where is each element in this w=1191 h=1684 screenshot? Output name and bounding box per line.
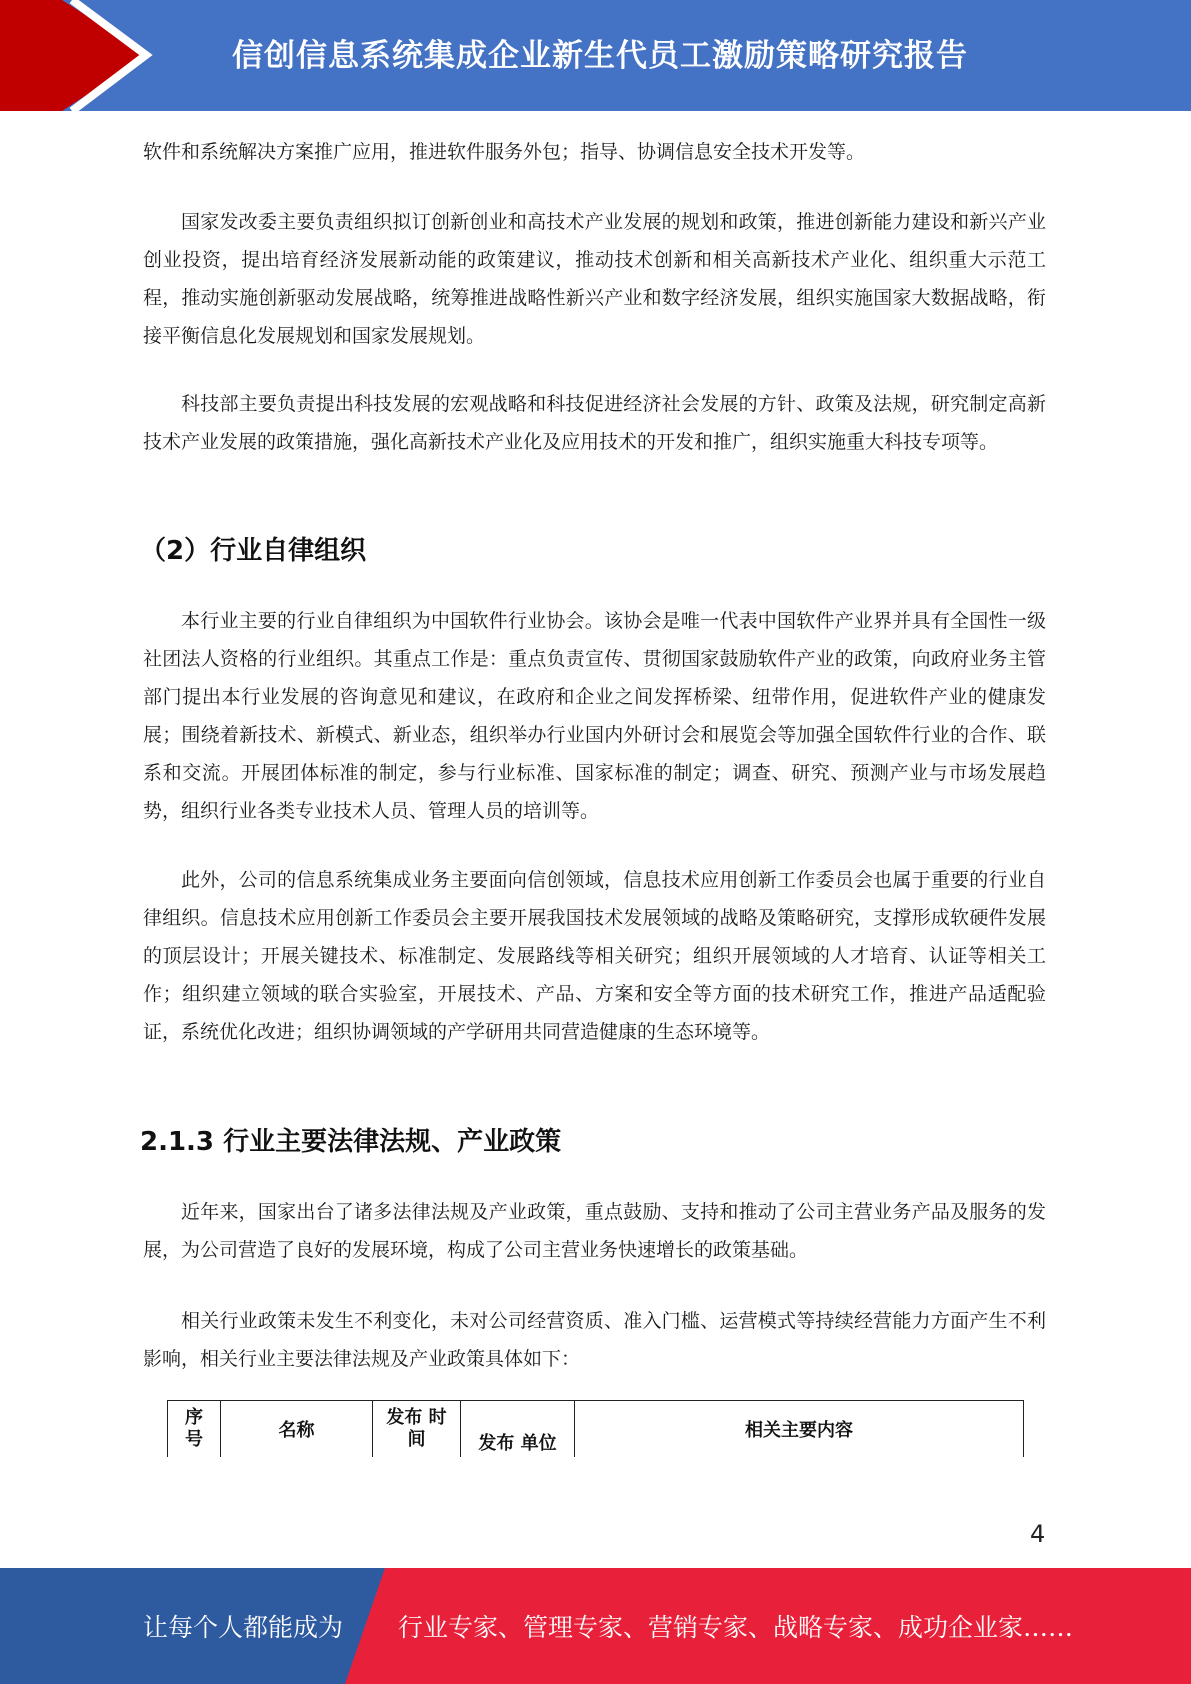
page-footer [0,1568,1191,1684]
col-header-seq [168,1401,221,1458]
paragraph-5 [143,861,1046,1051]
header-title: 信创信息系统集成企业新生代员工激励策略研究报告 [232,38,968,74]
footer-slogan-right: 行业专家、管理专家、营销专家、战略专家、成功企业家…… [398,1613,1074,1642]
paragraph-1 [143,133,1046,171]
col-header-time [373,1401,461,1458]
footer-slogan-left: 让每个人都能成为 [143,1613,344,1642]
paragraph-text: 国家发改委主要负责组织拟订创新创业和高技术产业发展的规划和政策，推进创新能力建设和新兴产业创业投资，提出培育经济发展新动能的政策建议，推动技术创新和相关高新技术产业化、组织重大示范工程，推动实施创新驱动发展战略，统筹推进战略性新兴产业和数字经济发展，组织实施国家大数据战略，衔接平衡信息化发展规划和国家发展规划。 [143,211,1046,347]
paragraph-6 [143,1193,1046,1269]
page-header [0,0,1191,111]
policy-table [167,1400,1024,1457]
col-header-time-line2: 间 [407,1429,426,1450]
col-header-seq-line1: 序 [185,1407,203,1428]
col-header-time-line1: 发布 时 [386,1407,447,1428]
paragraph-text: 相关行业政策未发生不利变化，未对公司经营资质、准入门槛、运营模式等持续经营能力方面产生不利影响，相关行业主要法律法规及产业政策具体如下： [143,1310,1046,1370]
paragraph-4 [143,602,1046,830]
paragraph-text: 软件和系统解决方案推广应用，推进软件服务外包；指导、协调信息安全技术开发等。 [143,141,866,163]
paragraph-2 [143,203,1046,355]
col-header-name: 名称 [221,1401,373,1458]
col-header-seq-line2: 号 [185,1429,203,1450]
section-heading-laws-policies: 2.1.3 行业主要法律法规、产业政策 [140,1127,562,1157]
paragraph-3 [143,385,1046,461]
page-number: 4 [1030,1520,1046,1548]
col-header-content: 相关主要内容 [575,1401,1024,1458]
paragraph-7 [143,1302,1046,1378]
paragraph-text: 本行业主要的行业自律组织为中国软件行业协会。该协会是唯一代表中国软件产业界并具有全国性一级社团法人资格的行业组织。其重点工作是：重点负责宣传、贯彻国家鼓励软件产业的政策，向政府业务主管部门提出本行业发展的咨询意见和建议，在政府和企业之间发挥桥梁、纽带作用，促进软件产业的健康发展；围绕着新技术、新模式、新业态，组织举办行业国内外研讨会和展览会等加强全国软件行业的合作、联系和交流。开展团体标准的制定，参与行业标准、国家标准的制定；调查、研究、预测产业与市场发展趋势，组织行业各类专业技术人员、管理人员的培训等。 [143,610,1046,822]
paragraph-text: 近年来，国家出台了诸多法律法规及产业政策，重点鼓励、支持和推动了公司主营业务产品及服务的发展，为公司营造了良好的发展环境，构成了公司主营业务快速增长的政策基础。 [143,1201,1046,1261]
col-header-unit [461,1401,575,1458]
paragraph-text: 此外，公司的信息系统集成业务主要面向信创领域，信息技术应用创新工作委员会也属于重要的行业自律组织。信息技术应用创新工作委员会主要开展我国技术发展领域的战略及策略研究，支撑形成软硬件发展的顶层设计；开展关键技术、标准制定、发展路线等相关研究；组织开展领域的人才培育、认证等相关工作；组织建立领域的联合实验室，开展技术、产品、方案和安全等方面的技术研究工作，推进产品适配验证，系统优化改进；组织协调领域的产学研用共同营造健康的生态环境等。 [143,869,1046,1043]
paragraph-text: 科技部主要负责提出科技发展的宏观战略和科技促进经济社会发展的方针、政策及法规，研究制定高新技术产业发展的政策措施，强化高新技术产业化及应用技术的开发和推广，组织实施重大科技专项等。 [143,393,1046,453]
section-heading-self-regulation: （2）行业自律组织 [140,536,367,566]
table-header-row [168,1401,1024,1458]
col-header-unit-text: 发布 单位 [478,1433,557,1454]
